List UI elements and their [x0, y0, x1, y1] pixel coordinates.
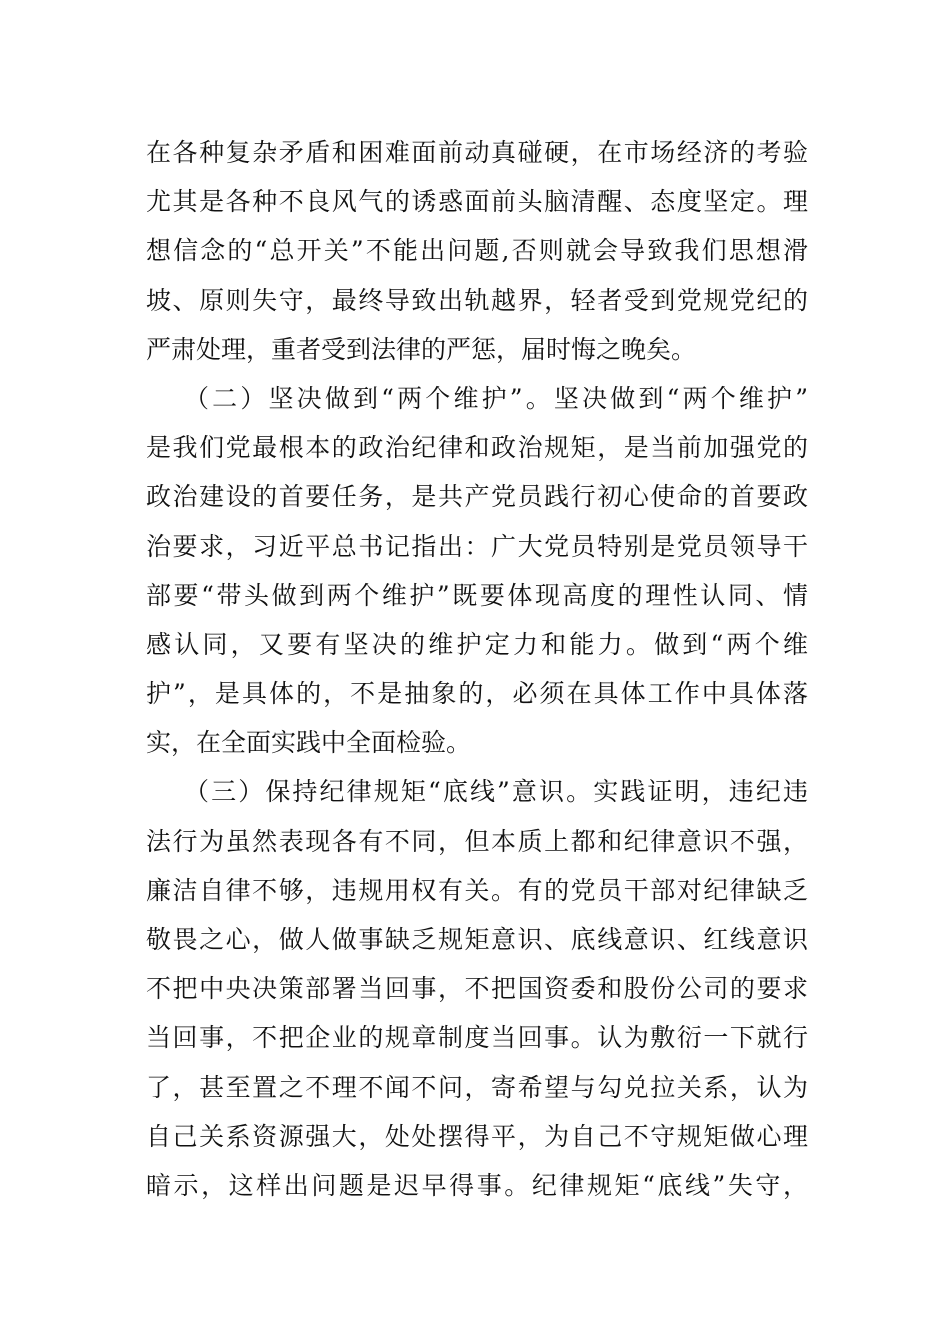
section-heading-line: （二）坚决做到“两个维护”。坚决做到“两个维护” [184, 383, 808, 413]
text-line: 部要“带头做到两个维护”既要体现高度的理性认同、情 [146, 580, 808, 610]
text-line: 当回事，不把企业的规章制度当回事。认为敷衍一下就行 [146, 1023, 808, 1053]
text-line: 了，甚至置之不理不闻不问，寄希望与勾兑拉关系，认为 [146, 1072, 808, 1102]
text-line: 暗示，这样出问题是迟早得事。纪律规矩“底线”失守， [146, 1170, 808, 1200]
section-heading-line: （三）保持纪律规矩“底线”意识。实践证明，违纪违 [184, 777, 808, 807]
text-line: 不把中央决策部署当回事，不把国资委和股份公司的要求 [146, 974, 808, 1004]
text-line: 自己关系资源强大，处处摆得平，为自己不守规矩做心理 [146, 1121, 808, 1151]
text-line: 敬畏之心，做人做事缺乏规矩意识、底线意识、红线意识 [146, 925, 808, 954]
text-line: 想信念的“总开关”不能出问题,否则就会导致我们思想滑 [146, 236, 808, 266]
text-line: 实，在全面实践中全面检验。 [146, 728, 472, 758]
text-line: 感认同，又要有坚决的维护定力和能力。做到“两个维 [146, 629, 808, 659]
text-line: 在各种复杂矛盾和困难面前动真碰硬，在市场经济的考验 [146, 138, 808, 167]
text-line: 是我们党最根本的政治纪律和政治规矩，是当前加强党的 [146, 433, 808, 463]
body-text [146, 128, 808, 1210]
text-line: 严肃处理，重者受到法律的严惩，届时悔之晚矣。 [146, 334, 697, 364]
text-line: 护”，是具体的，不是抽象的，必须在具体工作中具体落 [146, 679, 808, 709]
text-line: 尤其是各种不良风气的诱惑面前头脑清醒、态度坚定。理 [146, 187, 808, 217]
text-line: 法行为虽然表现各有不同，但本质上都和纪律意识不强， [146, 826, 808, 856]
text-line: 政治建设的首要任务，是共产党员践行初心使命的首要政 [146, 482, 808, 512]
text-line: 治要求，习近平总书记指出：广大党员特别是党员领导干 [146, 531, 808, 561]
text-line: 坡、原则失守，最终导致出轨越界，轻者受到党规党纪的 [146, 285, 808, 315]
text-line: 廉洁自律不够，违规用权有关。有的党员干部对纪律缺乏 [146, 875, 808, 905]
